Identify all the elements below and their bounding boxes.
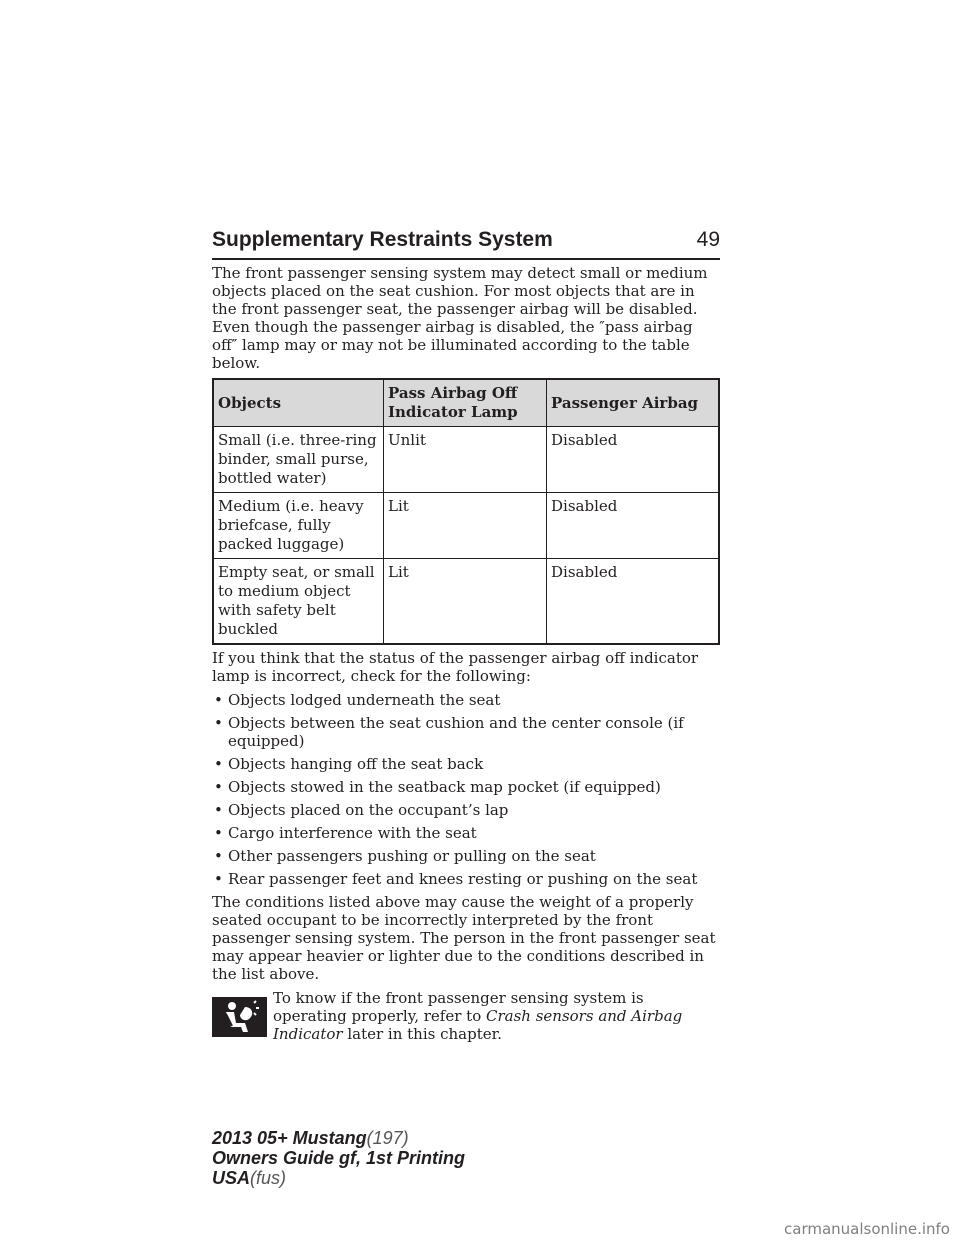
bullet-glyph: • [214, 870, 223, 888]
list-item [212, 801, 720, 819]
print-footer [212, 1128, 465, 1188]
bullet-glyph: • [214, 778, 223, 796]
note-text-after: later in this chapter. [342, 1025, 502, 1043]
list-item-text: Objects stowed in the seatback map pocket (if equipped) [228, 778, 661, 796]
table-header-cell: Pass Airbag Off Indicator Lamp [384, 379, 547, 427]
footer-line [212, 1128, 465, 1148]
check-intro-paragraph: If you think that the status of the passenger airbag off indicator lamp is incorrect, check for the following: [212, 649, 699, 685]
bullet-glyph: • [214, 847, 223, 865]
footer-guide: Owners Guide gf, 1st Printing [212, 1148, 466, 1168]
airbag-status-table [212, 378, 720, 645]
list-item-text: Objects lodged underneath the seat [228, 691, 501, 709]
footer-region: USA [212, 1168, 251, 1188]
list-item [212, 714, 720, 750]
table-cell: Disabled [547, 427, 720, 493]
footer-model: 2013 05+ Mustang [212, 1128, 367, 1148]
note-text [273, 989, 720, 1043]
bullet-glyph: • [214, 691, 223, 709]
table-header-row [213, 379, 719, 427]
list-item-text: Objects placed on the occupant’s lap [228, 801, 509, 819]
note-text-before: To know if the front passenger sensing system is operating properly, refer to [273, 989, 644, 1025]
chapter-title: Supplementary Restraints System [212, 228, 553, 251]
footer-code: (197) [366, 1128, 409, 1148]
list-item [212, 691, 720, 709]
conditions-paragraph: The conditions listed above may cause the weight of a properly seated occupant to be incorrectly interpreted by the front passenger sensing system. The person in the front passenger seat may appear heavier or lighter due to the conditions described in the list above. [212, 893, 716, 983]
footer-region-code: (fus) [250, 1168, 287, 1188]
table-row [213, 493, 719, 559]
list-item-text: Other passengers pushing or pulling on the seat [228, 847, 596, 865]
table-row [213, 427, 719, 493]
footer-line [212, 1148, 465, 1168]
table-cell: Medium (i.e. heavy briefcase, fully packed luggage) [213, 493, 384, 559]
list-item-text: Cargo interference with the seat [228, 824, 477, 842]
table-cell: Small (i.e. three-ring binder, small purse, bottled water) [213, 427, 384, 493]
table-cell: Lit [384, 493, 547, 559]
note-block [212, 989, 720, 1043]
airbag-occupant-icon [212, 997, 267, 1037]
bullet-glyph: • [214, 824, 223, 842]
list-item [212, 778, 720, 796]
page-number: 49 [696, 228, 720, 251]
table-cell: Disabled [547, 559, 720, 645]
table-header-cell: Objects [213, 379, 384, 427]
airbag-occupant-icon-graphic [212, 997, 267, 1037]
header-rule [212, 258, 720, 260]
table-header-cell: Passenger Airbag [547, 379, 720, 427]
list-item-text: Objects hanging off the seat back [228, 755, 484, 773]
list-item-text: Objects between the seat cushion and the center console (if equipped) [228, 714, 684, 750]
table-row [213, 559, 719, 645]
check-list [212, 691, 720, 888]
list-item [212, 824, 720, 842]
bullet-glyph: • [214, 714, 223, 732]
list-item [212, 847, 720, 865]
list-item [212, 755, 720, 773]
note-reference-link: Crash sensors and Airbag Indicator [273, 1007, 683, 1043]
list-item [212, 870, 720, 888]
table-cell: Empty seat, or small to medium object with safety belt buckled [213, 559, 384, 645]
bullet-glyph: • [214, 755, 223, 773]
table-cell: Unlit [384, 427, 547, 493]
site-watermark: carmanualsonline.info [784, 1220, 950, 1238]
table-cell: Disabled [547, 493, 720, 559]
bullet-glyph: • [214, 801, 223, 819]
intro-paragraph: The front passenger sensing system may detect small or medium objects placed on the seat cushion. For most objects that are in the front passenger seat, the passenger airbag will be disabled. Even though the passenger airbag is disabled, the ″pass airbag off″ lamp may or may not be illuminated according to the table below. [212, 264, 708, 372]
page-content [212, 264, 720, 1043]
list-item-text: Rear passenger feet and knees resting or pushing on the seat [228, 870, 698, 888]
table-cell: Lit [384, 559, 547, 645]
page-header [212, 228, 720, 252]
footer-line [212, 1168, 465, 1188]
